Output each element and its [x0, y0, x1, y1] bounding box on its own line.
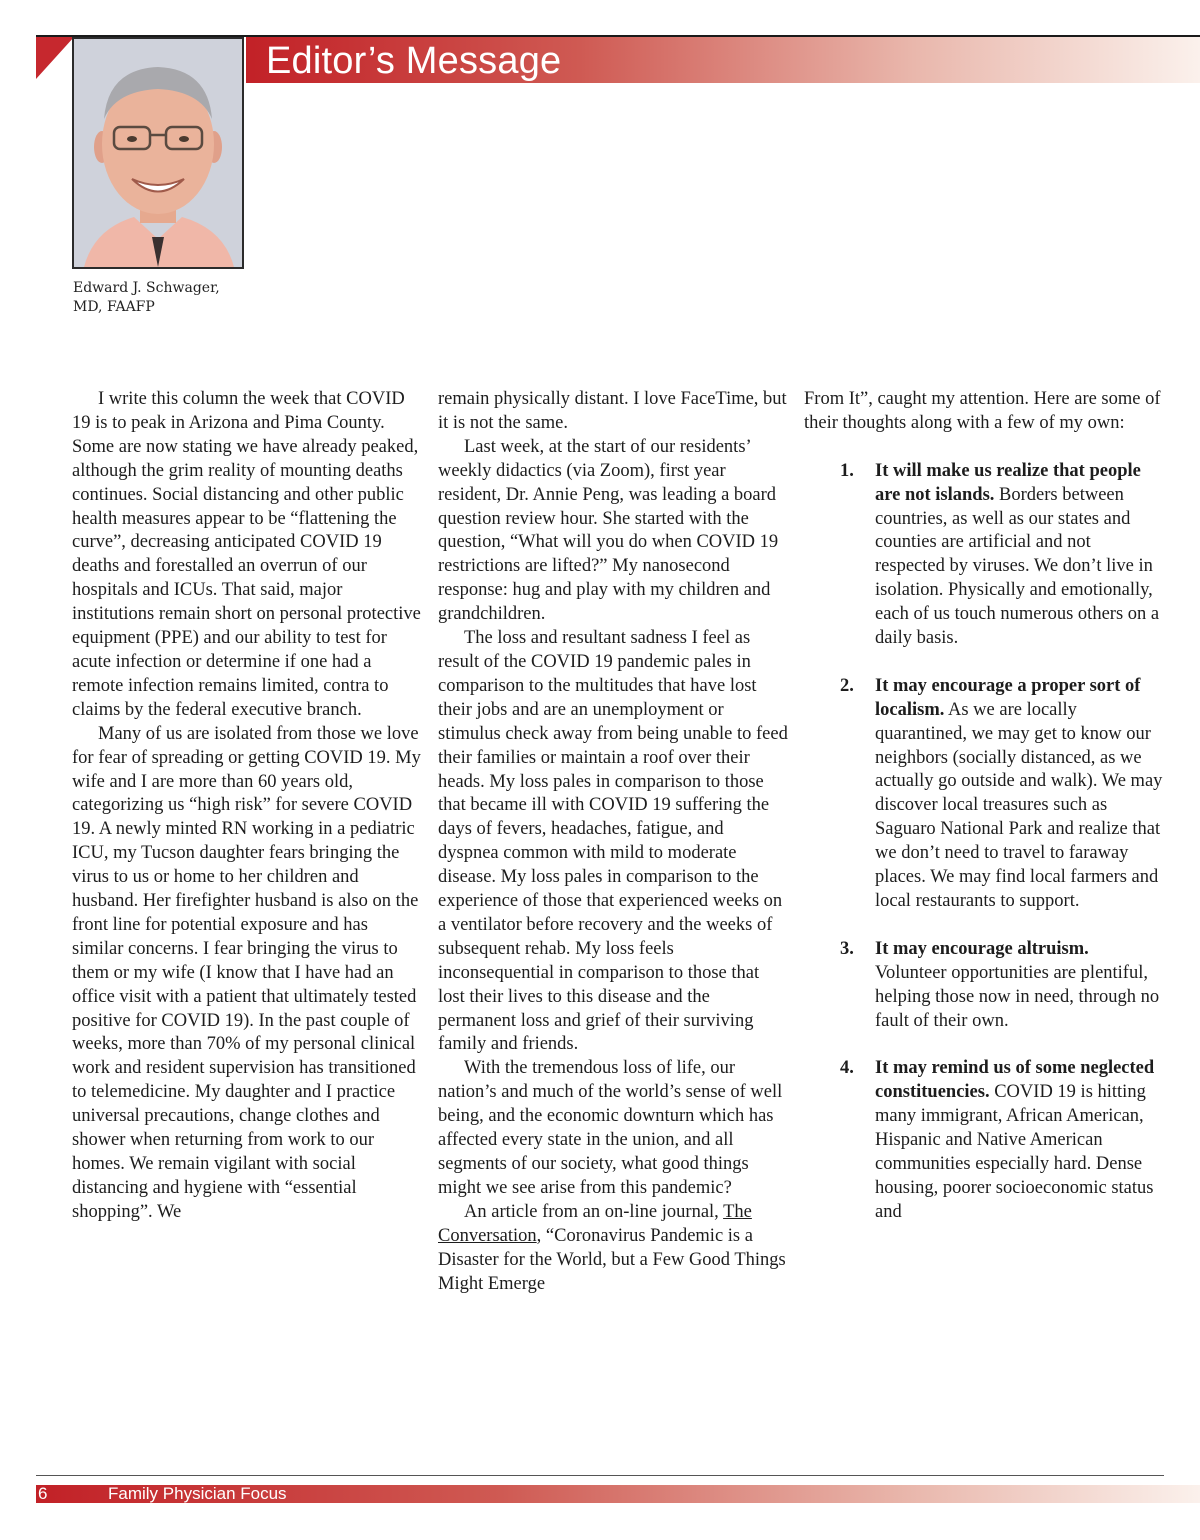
author-photo	[72, 37, 244, 269]
list-item-lead: It will make us realize that people are not islands.	[875, 460, 1141, 505]
list-number: 3.	[840, 938, 854, 959]
list-item-lead: It may encourage altruism.	[875, 938, 1089, 959]
list-number: 4.	[840, 1058, 854, 1079]
list-item	[804, 675, 1164, 914]
list-item-body: Volunteer opportunities are plentiful, helping those now in need, through no fault of their own.	[875, 962, 1160, 1031]
numbered-list	[804, 460, 1164, 1225]
article-column-2	[438, 388, 788, 1296]
list-item	[804, 1057, 1164, 1224]
list-item-body: As we are locally quarantined, we may get to know our neighbors (socially distanced, as we actually go outside and walk). We may discover local treasures such as Saguaro National Park and realize that we don’t need to travel to faraway places. We may find local farmers and local restaurants to support.	[875, 699, 1163, 911]
paragraph	[438, 1201, 788, 1297]
portrait-photo-icon	[74, 39, 242, 267]
paragraph: I write this column the week that COVID 19 is to peak in Arizona and Pima County. Some are now stating we have already peaked, although the grim reality of mounting deaths continues. Social distancing and other public health measures appear to be “flattening the curve”, decreasing anticipated COVID 19 deaths and forestalled an overrun of our hospitals and ICUs. That said, major institutions remain short on personal protective equipment (PPE) and our ability to test for acute infection or determine if one had a remote infection remains limited, contra to claims by the federal executive branch.	[72, 389, 421, 720]
list-item-lead: It may remind us of some neglected constituencies.	[875, 1058, 1155, 1103]
paragraph: Many of us are isolated from those we love for fear of spreading or getting COVID 19. My wife and I are more than 60 years old, categorizing us “high risk” for severe COVID 19. A newly minted RN working in a pediatric ICU, my Tucson daughter fears bringing the virus to us or home to her children and husband. Her firefighter husband is also on the front line for potential exposure and has similar concerns. I fear bringing the virus to them or my wife (I know that I have had an office visit with a patient that ultimately tested positive for COVID 19). In the past couple of weeks, more than 70% of my personal clinical work and resident supervision has transitioned to telemedicine. My daughter and I practice universal precautions, change clothes and shower when returning from work to our homes. We remain vigilant with social distancing and hygiene with “essential shopping”. We	[72, 723, 421, 1222]
list-item	[804, 460, 1164, 651]
author-caption	[73, 279, 253, 317]
list-number: 1.	[840, 460, 854, 481]
paragraph: Last week, at the start of our residents’ weekly didactics (via Zoom), first year resident, Dr. Annie Peng, was leading a board question review hour. She started with the question, “What will you do when COVID 19 restrictions are lifted?” My nanosecond response: hug and play with my children and grandchildren.	[438, 436, 779, 625]
page-number: 6	[38, 1484, 48, 1503]
list-item	[804, 938, 1164, 1034]
caption-name: Edward J. Schwager,	[73, 280, 220, 296]
caption-credentials: MD, FAAFP	[73, 299, 155, 315]
paragraph: remain physically distant. I love FaceTime, but it is not the same.	[438, 389, 787, 433]
header-corner-triangle	[36, 37, 74, 79]
article-column-1	[72, 388, 422, 1225]
paragraph: From It”, caught my attention. Here are some of their thoughts along with a few of my own:	[804, 389, 1161, 433]
article-column-3	[804, 388, 1164, 1249]
footer-rule	[36, 1475, 1164, 1476]
list-item-body: COVID 19 is hitting many immigrant, African American, Hispanic and Native American communities especially hard. Dense housing, poorer socioeconomic status and	[875, 1082, 1154, 1222]
paragraph: With the tremendous loss of life, our nation’s and much of the world’s sense of well being, and the economic downturn which has affected every state in the union, and all segments of our society, what good things might we see arise from this pandemic?	[438, 1058, 783, 1198]
paragraph: The loss and resultant sadness I feel as result of the COVID 19 pandemic pales in comparison to the multitudes that have lost their jobs and are an unemployment or stimulus check away from being unable to feed their families or maintain a roof over their heads. My loss pales in comparison to those that became ill with COVID 19 suffering the days of fevers, headaches, fatigue, and dyspnea common with mild to moderate disease. My loss pales in comparison to the experience of those that experienced weeks on a ventilator before recovery and the weeks of subsequent rehab. My loss feels inconsequential in comparison to those that lost their lives to this disease and the permanent loss and grief of their surviving family and friends.	[438, 628, 788, 1055]
list-number: 2.	[840, 675, 854, 696]
page-title: Editor’s Message	[266, 40, 562, 82]
paragraph-text: An article from an on-line journal,	[464, 1201, 724, 1222]
journal-name: The Conversation	[438, 1201, 752, 1246]
list-item-body: Borders between countries, as well as our states and counties are artificial and not respected by viruses. We don’t live in isolation. Physically and emotionally, each of us touch numerous others on a daily basis.	[875, 484, 1160, 649]
publication-name: Family Physician Focus	[108, 1484, 287, 1503]
paragraph-text: , “Coronavirus Pandemic is a Disaster for the World, but a Few Good Things Might Emerge	[438, 1225, 786, 1294]
list-item-lead: It may encourage a proper sort of localism.	[875, 675, 1141, 720]
